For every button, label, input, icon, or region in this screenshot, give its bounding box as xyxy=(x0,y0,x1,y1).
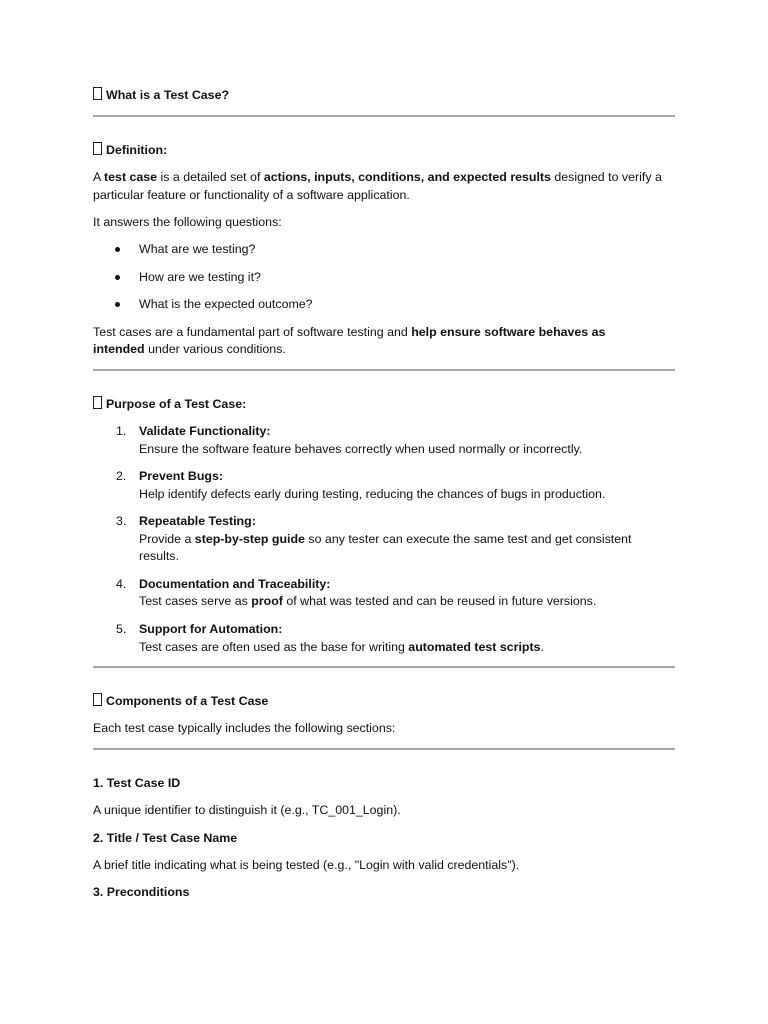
bold-text: automated test scripts xyxy=(408,640,541,654)
bullet-icon xyxy=(115,247,120,252)
purpose-item-desc xyxy=(139,638,544,656)
closing-paragraph-line xyxy=(93,323,605,341)
divider xyxy=(93,115,675,117)
bold-text: intended xyxy=(93,342,145,356)
bold-text: actions, inputs, conditions, and expected results xyxy=(263,170,551,184)
purpose-item-desc xyxy=(139,592,596,610)
text: under various conditions. xyxy=(144,342,286,356)
text: . xyxy=(540,640,544,654)
purpose-item-title: Support for Automation: xyxy=(139,622,283,636)
definition-paragraph-line: particular feature or functionality of a software application. xyxy=(93,188,410,202)
text: Test cases are often used as the base for writing xyxy=(139,640,409,654)
divider xyxy=(93,666,675,668)
section-title: 3. Preconditions xyxy=(93,885,190,899)
bullet-icon xyxy=(115,302,120,307)
questions-intro: It answers the following questions: xyxy=(93,215,282,229)
text: designed to verify a xyxy=(550,170,662,184)
text: of what was tested and can be reused in future versions. xyxy=(282,594,597,608)
missing-glyph-icon xyxy=(93,87,102,100)
bold-text: proof xyxy=(251,594,283,608)
purpose-heading xyxy=(93,395,246,413)
section-title: 1. Test Case ID xyxy=(93,776,181,790)
bold-text: help ensure software behaves as xyxy=(411,325,606,339)
purpose-item-desc xyxy=(139,530,631,548)
divider xyxy=(93,369,675,371)
text: A xyxy=(93,170,105,184)
heading-text: Purpose of a Test Case: xyxy=(106,397,247,411)
page-title xyxy=(93,86,229,104)
purpose-item-desc: Ensure the software feature behaves correctly when used normally or incorrectly. xyxy=(139,442,583,456)
purpose-item-desc: Help identify defects early during testing, reducing the chances of bugs in production. xyxy=(139,487,606,501)
list-item: What are we testing? xyxy=(139,242,256,256)
text: is a detailed set of xyxy=(157,170,264,184)
section-desc: A unique identifier to distinguish it (e.g., TC_001_Login). xyxy=(93,803,401,817)
heading-text: Definition: xyxy=(106,143,168,157)
section-title: 2. Title / Test Case Name xyxy=(93,831,238,845)
bold-text: step-by-step guide xyxy=(194,532,305,546)
missing-glyph-icon xyxy=(93,693,102,706)
purpose-item-title: Repeatable Testing: xyxy=(139,514,256,528)
text: Provide a xyxy=(139,532,195,546)
list-number: 2. xyxy=(116,469,127,483)
purpose-item-title: Documentation and Traceability: xyxy=(139,577,331,591)
components-heading xyxy=(93,692,268,710)
missing-glyph-icon xyxy=(93,396,102,409)
title-text: What is a Test Case? xyxy=(106,88,230,102)
missing-glyph-icon xyxy=(93,142,102,155)
bold-text: test case xyxy=(104,170,158,184)
list-number: 5. xyxy=(116,622,127,636)
list-number: 4. xyxy=(116,577,127,591)
bullet-icon xyxy=(115,275,120,280)
list-number: 3. xyxy=(116,514,127,528)
list-item: What is the expected outcome? xyxy=(139,297,313,311)
text: so any tester can execute the same test and get consistent xyxy=(304,532,632,546)
heading-text: Components of a Test Case xyxy=(106,694,269,708)
purpose-item-desc: results. xyxy=(139,549,179,563)
divider xyxy=(93,748,675,750)
closing-paragraph-line xyxy=(93,340,286,358)
definition-paragraph-line xyxy=(93,168,662,186)
components-intro: Each test case typically includes the following sections: xyxy=(93,721,396,735)
list-item: How are we testing it? xyxy=(139,270,261,284)
definition-heading xyxy=(93,141,167,159)
text: Test cases are a fundamental part of software testing and xyxy=(93,325,412,339)
list-number: 1. xyxy=(116,424,127,438)
purpose-item-title: Prevent Bugs: xyxy=(139,469,223,483)
section-desc: A brief title indicating what is being tested (e.g., "Login with valid credentials"). xyxy=(93,858,520,872)
purpose-item-title: Validate Functionality: xyxy=(139,424,271,438)
text: Test cases serve as xyxy=(139,594,252,608)
